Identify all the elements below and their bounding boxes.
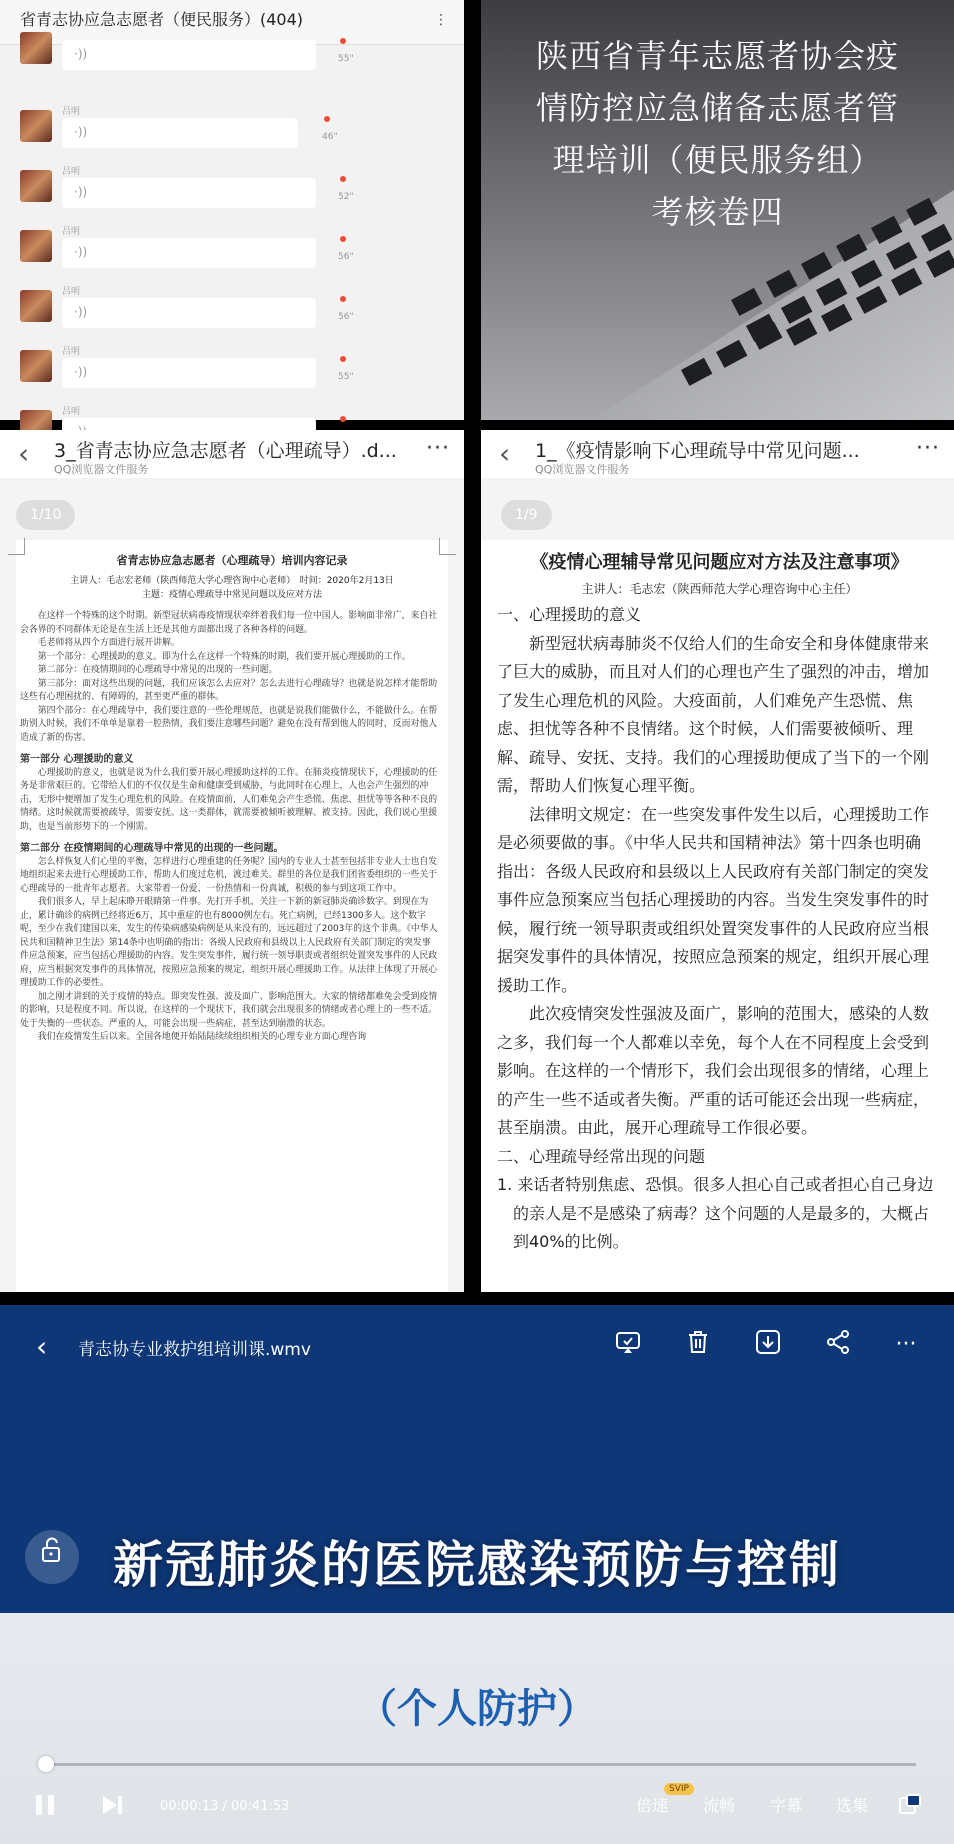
crop-mark <box>439 538 456 555</box>
lock-icon[interactable] <box>25 1530 79 1584</box>
cover-panel <box>481 0 954 420</box>
paragraph: 此次疫情突发性强波及面广，影响的范围大，感染的人数之多，我们每一个人都难以幸免，每个人在不同程度上会受到影响。在这样的一个情形下，我们会出现很多的情绪，心理上的产生一些不适或者失衡。严重的话可能还会出现一些病症，甚至崩溃。由此，展开心理疏导工作很必要。 <box>497 1004 930 1137</box>
chat-message[interactable] <box>20 26 450 84</box>
cover-title-line: 考核卷四 <box>651 193 784 231</box>
voice-duration: 56" <box>338 312 354 322</box>
paragraph: 怎么样恢复人们心里的平衡，怎样进行心理重建的任务呢？国内的专业人士甚至包括非专业人士也自发地组织起来去进行心理援助工作，帮助人们度过危机，渡过难关。群里的各位是我们团省委组织的一些关于心理疏导的一批青年志愿者。大家带着一份爱、一份热情和一份真诚，积极的参与到这项工作中。 <box>20 856 438 894</box>
sender-name: 吕明 <box>62 107 81 117</box>
paragraph: 第二部分：在疫情期间的心理疏导中常见的出现的一些问题。 <box>37 665 278 675</box>
back-icon[interactable]: ‹ <box>499 437 511 470</box>
doc-page <box>16 540 448 1292</box>
back-icon[interactable]: ‹ <box>36 1330 48 1363</box>
unread-dot <box>340 416 346 422</box>
playback-time: 00:00:13 / 00:41:53 <box>160 1799 290 1814</box>
paragraph: 第四个部分：在心理疏导中，我们要注意的一些伦理规范，也就是说我们能做什么，不能做什么。在帮助别人时候，我们不单单是靠着一腔热情，我们要注意哪些问题？避免在没有帮到他人的同时，反而对他人造成了新的伤害。 <box>20 705 438 743</box>
page-indicator: 1/10 <box>16 500 75 530</box>
paragraph: 新型冠状病毒肺炎不仅给人们的生命安全和身体健康带来了巨大的威胁，而且对人们的心理也产生了强烈的冲击，增加了发生心理危机的风险。大疫面前，人们难免产生恐慌、焦虑、担忧等各种不良情绪。这个时候，人们需要被倾听、理解、疏导、安抚、支持。我们的心理援助便成了当下的一个刚需，帮助人们恢复心理平衡。 <box>497 633 930 795</box>
paragraph: 心理援助的意义，也就是说为什么我们要开展心理援助这样的工作。在肺炎疫情现状下，心理援助的任务是非常艰巨的。它带给人们的不仅仅是生命和健康受到威胁，与此同时在心理上，人也会产生强烈的冲击，无形中便增加了发生心理危机的风险。在疫情面前，人们难免会产生恐慌、焦虑、担忧等等各种不良的情绪。这时候就需要被疏导，需要安抚。这一类群体，就需要被倾听被理解、被支持。因此，我们说心里援助，也是当前形势下的一个刚需。 <box>20 767 438 832</box>
more-icon[interactable]: ··· <box>426 436 450 461</box>
voice-wave-icon: ·)) <box>74 47 88 61</box>
sender-name: 吕明 <box>62 287 81 297</box>
video-subtitle: （个人防护） <box>357 1686 597 1732</box>
svip-badge: SVIP <box>664 1783 694 1795</box>
pause-icon[interactable] <box>34 1793 56 1823</box>
more-icon[interactable]: ··· <box>916 436 940 461</box>
doc-title: 1_《疫情影响下心理疏导中常见问题... <box>535 440 860 462</box>
video-title: 青志协专业救护组培训课.wmv <box>78 1340 311 1360</box>
chat-message[interactable] <box>20 344 450 402</box>
voice-bubble[interactable] <box>62 358 316 388</box>
page-indicator: 1/9 <box>501 500 552 530</box>
doc-heading: 省青志协应急志愿者（心理疏导）培训内容记录 <box>116 554 348 567</box>
paragraph: 在这样一个特殊的这个时期。新型冠状病毒疫情现状牵绊着我们每一位中国人。影响面非常广，来自社会各界的不同群体无论是在生活上还是其他方面都出现了各种各样的问题。 <box>20 611 438 635</box>
cover-title <box>501 30 934 238</box>
avatar[interactable] <box>20 32 52 64</box>
crop-mark <box>8 538 25 555</box>
doc-toolbar <box>0 430 464 478</box>
doc-meta-line: 主题：疫情心理疏导中常见问题以及应对方法 <box>141 590 322 600</box>
doc-source: QQ浏览器文件服务 <box>535 463 630 476</box>
list-item: 1. 来话者特别焦虑、恐惧。很多人担心自己或者担心自己身边的亲人是不是感染了病毒？这个问题的人是最多的，大概占到40%的比例。 <box>497 1175 934 1251</box>
unread-dot <box>340 296 346 302</box>
avatar[interactable] <box>20 350 52 382</box>
doc-viewer-2 <box>481 430 954 1292</box>
chat-message[interactable] <box>20 164 450 222</box>
doc-meta: 主讲人：毛志宏（陕西师范大学心理咨询中心主任） <box>581 582 858 596</box>
sender-name: 吕明 <box>62 227 81 237</box>
avatar[interactable] <box>20 170 52 202</box>
voice-wave-icon: ·)) <box>74 185 88 199</box>
doc-meta <box>16 574 448 602</box>
paragraph: 毛老师将从四个方面进行展开讲解。 <box>37 638 180 648</box>
more-icon[interactable]: ··· <box>895 1332 917 1357</box>
sender-name: 吕明 <box>62 167 81 177</box>
cover-title-line: 理培训（便民服务组） <box>552 141 883 179</box>
speed-button[interactable]: 倍速 <box>636 1796 669 1815</box>
video-player[interactable] <box>0 1305 954 1844</box>
section-heading: 第二部分 在疫情期间的心理疏导中常见的出现的一些问题。 <box>20 843 284 854</box>
doc-meta-line: 主讲人：毛志宏老师（陕西师范大学心理咨询中心老师） 时间：2020年2月13日 <box>70 576 394 586</box>
chat-message[interactable] <box>20 104 450 162</box>
voice-wave-icon: ·)) <box>74 305 88 319</box>
section-heading: 一、心理援助的意义 <box>497 605 642 624</box>
sender-name: 吕明 <box>62 407 81 417</box>
avatar[interactable] <box>20 230 52 262</box>
chat-message[interactable] <box>20 224 450 282</box>
cover-title-line: 陕西省青年志愿者协会疫 <box>535 37 899 75</box>
unread-dot <box>340 38 346 44</box>
voice-wave-icon: ·)) <box>74 365 88 379</box>
doc-body <box>16 602 448 1045</box>
voice-duration: 46" <box>322 132 338 142</box>
doc-body <box>497 597 942 1257</box>
voice-bubble[interactable] <box>62 298 316 328</box>
subtitle-button[interactable]: 字幕 <box>770 1796 803 1815</box>
avatar[interactable] <box>20 110 52 142</box>
paragraph: 我们在疫情发生后以来。全国各地便开始陆陆续续组织相关的心理专业方面心理咨询 <box>37 1032 367 1042</box>
unread-dot <box>324 116 330 122</box>
section-heading: 第一部分 心理援助的意义 <box>20 754 134 765</box>
paragraph: 第一个部分：心理援助的意义。即为什么在这样一个特殊的时期，我们要开展心理援助的工作。 <box>37 651 411 662</box>
quality-button[interactable]: 流畅 <box>703 1796 736 1815</box>
cast-icon[interactable] <box>612 1329 644 1361</box>
voice-wave-icon: ·)) <box>74 125 88 139</box>
next-icon[interactable] <box>100 1793 126 1823</box>
doc-toolbar <box>481 430 954 478</box>
cover-title-line: 情防控应急储备志愿者管 <box>535 89 899 127</box>
back-icon[interactable]: ‹ <box>18 437 30 470</box>
chat-message[interactable] <box>20 284 450 342</box>
voice-duration: 55" <box>338 54 354 64</box>
doc-viewer-1 <box>0 430 464 1292</box>
unread-dot <box>340 356 346 362</box>
paragraph: 我们很多人，早上起床睁开眼睛第一件事。先打开手机，关注一下新的新冠肺炎确诊数字。到现在为止，累计确诊的病例已经将近6万，其中重症的也有8000例左右。死亡病例，已经1300多人。这个数字呢，至少在我们建国以来，发生的传染病感染病例是从来没有的，远远超过了2003年的这个非典。《中华人民共和国精神卫生法》第14条中也明确的指出：各级人民政府和县级以上人民政府有关部门制定的突发事件应急预案，应当包括心理援助的内容。发生突发事件，履行统一领导职责或者组织处置突发事件的人民政府，应当根据突发事件的具体情况，按照应急预案的规定，组织开展心理援助工作。从法律上体现了开展心理援助工作的必要性。 <box>20 897 438 988</box>
voice-duration: 55" <box>338 372 354 382</box>
paragraph: 法律明文规定：在一些突发事件发生以后，心理援助工作是必须要做的事。《中华人民共和国精神法》第十四条也明确指出：各级人民政府和县级以上人民政府有关部门制定的突发事件应急预案应当包括心理援助的内容。当发生突发事件的时候，履行统一领导职责或组织处置突发事件的人民政府应当根据突发事件的具体情况，按照应急预案的规定，组织开展心理援助工作。 <box>497 804 930 995</box>
section-heading: 二、心理疏导经常出现的问题 <box>497 1146 706 1166</box>
pip-icon[interactable] <box>898 1793 922 1821</box>
voice-wave-icon: ·)) <box>74 245 88 259</box>
video-toolbar <box>0 1305 954 1385</box>
sender-name: 吕明 <box>62 347 81 357</box>
doc-page <box>481 540 954 1292</box>
doc-source: QQ浏览器文件服务 <box>54 463 149 476</box>
share-icon[interactable] <box>822 1329 854 1361</box>
unread-dot <box>340 176 346 182</box>
voice-bubble[interactable] <box>62 178 316 208</box>
chat-panel <box>0 0 464 420</box>
doc-title: 3_省青志协应急志愿者（心理疏导）.d... <box>54 440 397 462</box>
voice-duration: 56" <box>338 252 354 262</box>
voice-bubble[interactable] <box>62 238 316 268</box>
paragraph: 加之刚才讲到的关于疫情的特点。即突发性强、波及面广、影响范围大。大家的情绪都难免会受到疫情的影响，只是程度不同。所以说，在这样的一个现状下，我们就会出现很多的情绪或者心理上的一些不适。处于失衡的一些状态。严重的人，可能会出现一些病症，甚至达到崩溃的状态。 <box>20 991 438 1029</box>
doc-heading: 《疫情心理辅导常见问题应对方法及注意事项》 <box>530 552 909 573</box>
voice-duration: 52" <box>338 192 354 202</box>
download-icon[interactable] <box>752 1329 784 1361</box>
more-icon[interactable]: ⋮ <box>434 12 448 28</box>
voice-bubble[interactable] <box>62 40 316 70</box>
video-headline: 新冠肺炎的医院感染预防与控制 <box>113 1536 841 1594</box>
progress-knob[interactable] <box>38 1756 54 1772</box>
trash-icon[interactable] <box>682 1329 714 1361</box>
unread-dot <box>340 236 346 242</box>
avatar[interactable] <box>20 290 52 322</box>
episodes-button[interactable]: 选集 <box>836 1796 869 1815</box>
paragraph: 第三部分：面对这些出现的问题，我们应该怎么去应对？怎么去进行心理疏导？也就是说怎样才能帮助这些有心理困扰的、有障碍的，甚至更严重的群体。 <box>20 678 438 702</box>
chat-title: 省青志协应急志愿者（便民服务）(404) <box>20 10 304 29</box>
progress-bar[interactable] <box>40 1763 916 1766</box>
voice-bubble[interactable] <box>62 118 298 148</box>
